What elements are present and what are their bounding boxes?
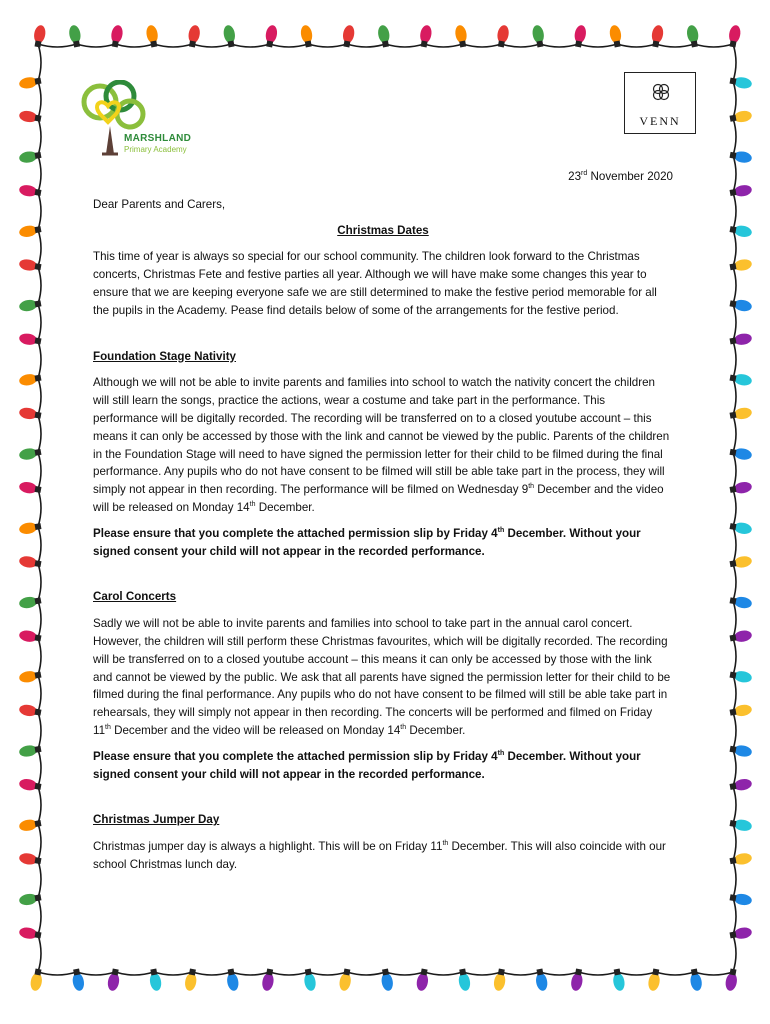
light-wire	[733, 230, 736, 267]
light-wire	[38, 564, 41, 601]
light-wire	[733, 267, 736, 304]
light-wire	[733, 415, 736, 452]
light-wire	[270, 44, 309, 47]
light-wire	[115, 44, 154, 47]
light-wire	[192, 44, 231, 47]
light-wire	[115, 972, 154, 975]
light-bulb	[729, 669, 753, 684]
light-wire	[192, 972, 231, 975]
light-wire	[347, 972, 386, 975]
salutation: Dear Parents and Carers,	[93, 197, 226, 211]
light-wire	[231, 44, 270, 47]
light-wire	[733, 638, 736, 675]
intro-paragraph: This time of year is always so special for our school community. The children look forward to the Christmas concerts, Christmas Fete and festive parties all year. Although we will have make some changes this year to ensure that we are keeping everyone safe we are still determined to make the festive period memorable for all the pupils in the Academy. Pease find details below of some of the arrangements for the festive period.	[93, 250, 657, 317]
light-wire	[308, 44, 347, 47]
nativity-heading: Foundation Stage Nativity	[93, 349, 236, 363]
light-wire	[38, 230, 41, 267]
light-wire	[38, 972, 77, 975]
light-wire	[733, 601, 736, 638]
light-bulb	[729, 481, 753, 496]
light-wire	[386, 972, 425, 975]
light-wire	[733, 786, 736, 823]
light-bulb	[225, 968, 240, 992]
light-wire	[38, 378, 41, 415]
light-bulb	[729, 258, 753, 273]
light-wire	[733, 898, 736, 935]
light-bulb	[729, 149, 753, 164]
light-wire	[540, 972, 579, 975]
light-bulb	[729, 372, 753, 387]
light-bulb	[729, 446, 753, 461]
light-bulb	[729, 332, 753, 347]
nativity-paragraph: Although we will not be able to invite parents and families into school to watch the nativity concert the children will still learn the songs, practice the actions, wear a costume and take part in the performance. This performance will be digitally recorded. The recording will be transferred on to a closed youtube account – this means it can only be accessed by those with the link and cannot be viewed by the public. Parents of the children in the Foundation Stage will need to have signed the permission letter for their child to be filmed during the final performance. Any pupils who do not have consent to be filmed will still be able take part in the process, they will simply not appear in then recording. The performance will be filmed on Wednesday 9th December and the video will be released on Monday 14th December.	[93, 376, 670, 514]
light-bulb	[32, 24, 47, 48]
light-wire	[463, 44, 502, 47]
light-wire	[579, 44, 618, 47]
light-wire	[38, 786, 41, 823]
light-wire	[733, 824, 736, 861]
light-bulb	[729, 298, 753, 313]
light-wire	[733, 712, 736, 749]
light-bulb	[729, 75, 753, 90]
letter-date: 23rd November 2020	[568, 170, 673, 183]
light-wire	[38, 192, 41, 229]
light-wire	[38, 44, 77, 47]
light-bulb	[729, 595, 753, 610]
light-wire	[77, 44, 116, 47]
light-bulb	[729, 818, 753, 833]
light-wire	[733, 935, 736, 972]
light-bulb	[71, 968, 86, 992]
light-wire	[38, 935, 41, 972]
light-bulb	[647, 968, 662, 992]
light-wire	[733, 192, 736, 229]
light-bulb	[380, 968, 395, 992]
light-wire	[77, 972, 116, 975]
light-wire	[501, 44, 540, 47]
light-bulb	[493, 968, 508, 992]
carol-notice: Please ensure that you complete the attached permission slip by Friday 4th December. Without your signed consent your child will not appear in the recorded performance.	[93, 749, 641, 781]
light-bulb	[302, 968, 317, 992]
venn-trust-logo	[624, 72, 696, 134]
light-bulb	[729, 892, 753, 907]
light-wire	[733, 155, 736, 192]
light-wire	[38, 601, 41, 638]
light-bulb	[261, 968, 276, 992]
light-wire	[38, 341, 41, 378]
light-wire	[38, 415, 41, 452]
light-bulb	[611, 968, 626, 992]
light-wire	[424, 972, 463, 975]
light-bulb	[729, 703, 753, 718]
light-wire	[38, 304, 41, 341]
light-wire	[463, 972, 502, 975]
light-bulb	[729, 184, 753, 199]
light-wire	[38, 489, 41, 526]
light-bulb	[570, 968, 585, 992]
light-wire	[733, 452, 736, 489]
light-bulb	[184, 968, 199, 992]
light-bulb	[729, 926, 753, 941]
jumper-paragraph: Christmas jumper day is always a highlight. This will be on Friday 11th December. This will also coincide with our school Christmas lunch day.	[93, 840, 666, 871]
light-bulb	[729, 406, 753, 421]
light-wire	[733, 81, 736, 118]
venn-knot-icon	[652, 83, 670, 101]
light-wire	[694, 972, 733, 975]
light-wire	[38, 749, 41, 786]
carol-paragraph: Sadly we will not be able to invite parents and families into school to take part in the annual carol concert. However, the children will still perform these Christmas favourites, which will be digitally recorded. The recording will be transferred on to a closed youtube account – this means it can only be accessed by those with the link and cannot be viewed by the public. We ask that all parents have signed the permission letter for their child to be filmed during the final performance. Any pupils who do not have consent to be filmed will still be able take part in rehearsals, they will simply not appear in then recording. The concerts will be performed and filmed on Friday 11th December and the video will be released on Monday 14th December.	[93, 617, 671, 737]
light-bulb	[415, 968, 430, 992]
light-wire	[733, 118, 736, 155]
light-wire	[38, 712, 41, 749]
light-wire	[38, 155, 41, 192]
light-wire	[733, 378, 736, 415]
school-name: MARSHLAND	[124, 133, 192, 144]
light-wire	[154, 972, 193, 975]
light-wire	[38, 267, 41, 304]
light-wire	[38, 898, 41, 935]
light-wire	[38, 44, 41, 81]
light-bulb	[729, 224, 753, 239]
light-wire	[38, 527, 41, 564]
light-wire	[733, 564, 736, 601]
light-wire	[501, 972, 540, 975]
light-wire	[270, 972, 309, 975]
light-wire	[38, 452, 41, 489]
light-wire	[617, 972, 656, 975]
light-bulb	[724, 968, 739, 992]
light-bulb	[688, 968, 703, 992]
light-bulb	[338, 968, 353, 992]
light-wire	[617, 44, 656, 47]
light-wire	[154, 44, 193, 47]
light-wire	[386, 44, 425, 47]
light-wire	[231, 972, 270, 975]
light-bulb	[729, 521, 753, 536]
light-wire	[38, 861, 41, 898]
light-bulb	[729, 629, 753, 644]
light-wire	[38, 824, 41, 861]
light-wire	[733, 44, 736, 81]
light-wire	[38, 638, 41, 675]
light-bulb	[457, 968, 472, 992]
light-bulb	[729, 778, 753, 793]
nativity-notice: Please ensure that you complete the attached permission slip by Friday 4th December. Without your signed consent your child will not appear in the recorded performance.	[93, 526, 641, 558]
light-wire	[540, 44, 579, 47]
carol-heading: Carol Concerts	[93, 590, 177, 604]
light-wire	[424, 44, 463, 47]
light-wire	[347, 44, 386, 47]
light-wire	[733, 489, 736, 526]
light-wire	[733, 304, 736, 341]
light-bulb	[729, 555, 753, 570]
light-bulb	[729, 110, 753, 125]
light-wire	[656, 44, 695, 47]
light-bulb	[729, 743, 753, 758]
light-wire	[38, 675, 41, 712]
letter-title: Christmas Dates	[337, 223, 429, 237]
light-wire	[694, 44, 733, 47]
light-bulb	[534, 968, 549, 992]
light-wire	[656, 972, 695, 975]
light-bulb	[148, 968, 163, 992]
light-bulb	[29, 968, 44, 992]
venn-logo-text: VENN	[639, 114, 681, 128]
light-wire	[733, 341, 736, 378]
light-wire	[38, 81, 41, 118]
jumper-heading: Christmas Jumper Day	[93, 813, 220, 827]
light-wire	[733, 749, 736, 786]
light-bulb	[107, 968, 122, 992]
light-bulb	[729, 852, 753, 867]
light-wire	[38, 118, 41, 155]
light-wire	[733, 861, 736, 898]
light-wire	[579, 972, 618, 975]
light-wire	[733, 527, 736, 564]
letter-body	[93, 168, 673, 882]
light-wire	[308, 972, 347, 975]
light-wire	[733, 675, 736, 712]
school-subtitle: Primary Academy	[124, 145, 187, 154]
